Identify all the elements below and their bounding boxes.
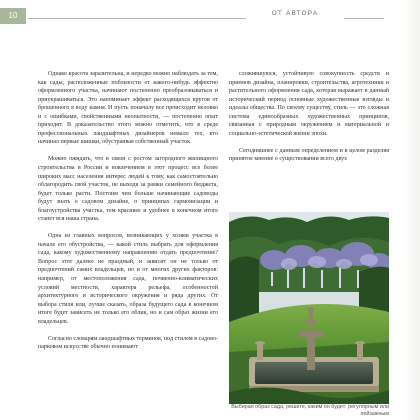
header-rule-left: [28, 18, 246, 19]
paragraph: Согласно словарям ландшафтных терминов, под стилем в садово-парковом искусстве обычно понимают: [38, 335, 218, 351]
paragraph: Однако красота заразительна, и нередко можно наблюдать за тем, как сады, расположенные поблизости от какого-нибудь эффектно оформленного участка, начинают постепенно преобразовываться и приукрашиваться. Это напоминает эффект расходящихся кругов от брошенного в воду камня. И пусть поначалу все происходит неловко и с ошибками, свойственными неопытности, — постепенно опыт приходит. В доказательство этого можно отметить, что в среде профессиональных ландшафтных дизайнеров немало тех, кто начинал первые шишки, обустраивая собственный участок.: [38, 71, 218, 146]
left-text-column: [38, 70, 218, 352]
right-text-column: [229, 70, 389, 164]
page-number: 10: [0, 8, 26, 24]
paragraph: Сегодняшнее с данным определением и в целом разделяя принятое мнение о существовании всего двух: [229, 147, 389, 163]
running-head: ОТ АВТОРА: [271, 10, 319, 17]
figure-caption: Выбирая образ сада, решите, каким он будет: регулярным или пейзажным: [231, 404, 389, 417]
paragraph: сложившуюся, устойчивую совокупность средств и приемов дизайна, планировки, строительства, агротехники и растительного оформления сада, которая выражает в данный исторический период основные художественные взгляды и идеалы общества. По своему существу, стиль — это сложная система единообразных художественных принципов, связанная с природным окружением и материальной и социально-эстетической жизни эпохи.: [229, 71, 389, 137]
paragraph: Можно ожидать, что в связи с ростом загородного жилищного строительства в России и вовлечением в этот процесс все более широких масс населения интерес людей к тому, как самостоятельно облагородить свой участок, не выходя за рамки семейного бюджета, будет только расти. Постоим чем больше начинающие садоводы будут знать о садовом дизайне, о принципах гармонизации и благоустройства участка, тем красивее и удобнее в конечном итоге станет вся наша страна.: [38, 156, 218, 223]
page-header: [0, 0, 420, 38]
garden-photo: [229, 212, 389, 404]
page-edge-shadow: [402, 0, 420, 420]
paragraph: Одна из главных вопросов, возникающих у хозяев участка в начале его обустройства, — какой стиль выбрать для оформления сада, какому художественному направлению отдать предпочтение? Вопрос этот далеко не праздный, и зависит он не только от предпочтений самих владельцев, но и от многих других факторов: например, от местоположения сада, почвенно-климатических условий местности, характера рельефа, особенностей архитектурного и исторического окружения и ряда других. От выбора стиля или, лучше сказать, образа будущего сада в конечном итоге будет зависеть не только его облик, но и сам образ жизни его владельцев.: [38, 233, 218, 325]
header-rule-right: [344, 18, 384, 19]
